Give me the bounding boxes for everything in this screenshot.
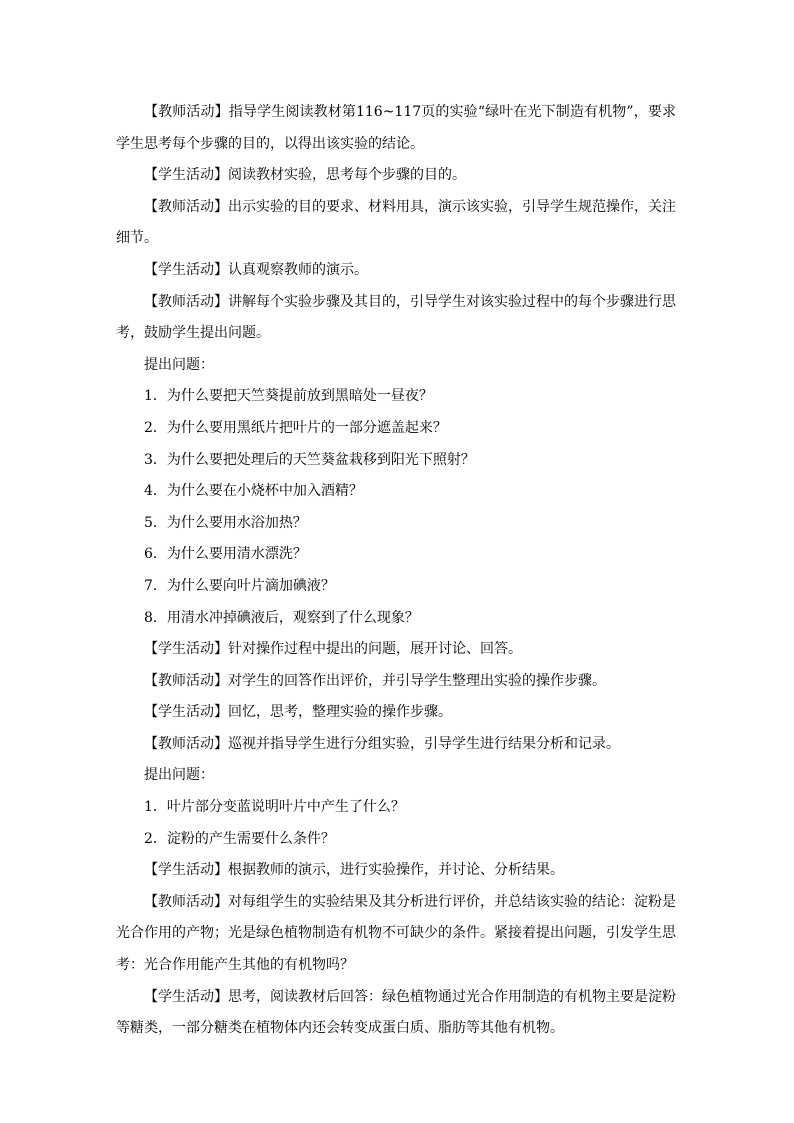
- paragraph-teacher-activity-6: 【教师活动】对每组学生的实验结果及其分析进行评价，并总结该实验的结论：淀粉是光合作用的产物；光是绿色植物制造有机物不可缺少的条件。紧接着提出问题，引发学生思考：光合作用能产生其他的有机物吗？: [116, 893, 676, 974]
- question-item-10: 2．淀粉的产生需要什么条件？: [144, 830, 335, 847]
- paragraph-teacher-activity-4: 【教师活动】对学生的回答作出评价，并引导学生整理出实验的操作步骤。: [144, 672, 606, 689]
- paragraph-student-activity-5: 【学生活动】根据教师的演示，进行实验操作，并讨论、分析结果。: [144, 862, 564, 879]
- question-item-5: 5．为什么要用水浴加热？: [144, 514, 307, 531]
- paragraph-teacher-activity-1: 【教师活动】指导学生阅读教材第116~117页的实验“绿叶在光下制造有机物”，要求学生思考每个步骤的目的，以得出该实验的结论。: [116, 104, 676, 152]
- paragraph-student-activity-3: 【学生活动】针对操作过程中提出的问题，展开讨论、回答。: [144, 641, 522, 658]
- paragraph-teacher-activity-3: 【教师活动】讲解每个实验步骤及其目的，引导学生对该实验过程中的每个步骤进行思考，鼓励学生提出问题。: [116, 293, 676, 342]
- question-item-9: 1．叶片部分变蓝说明叶片中产生了什么？: [144, 799, 405, 816]
- question-item-6: 6．为什么要用清水漂洗？: [144, 546, 307, 563]
- question-item-8: 8．用清水冲掉碘液后，观察到了什么现象？: [144, 609, 419, 626]
- question-item-3: 3．为什么要把处理后的天竺葵盆栽移到阳光下照射？: [144, 451, 475, 468]
- paragraph-teacher-activity-2: 【教师活动】出示实验的目的要求、材料用具，演示该实验，引导学生规范操作，关注细节。: [116, 198, 676, 247]
- paragraph-questions-heading-1: 提出问题：: [144, 356, 214, 373]
- question-item-1: 1．为什么要把天竺葵提前放到黑暗处一昼夜？: [144, 388, 433, 405]
- question-item-7: 7．为什么要向叶片滴加碘液？: [144, 577, 335, 594]
- paragraph-teacher-activity-5: 【教师活动】巡视并指导学生进行分组实验，引导学生进行结果分析和记录。: [144, 735, 620, 752]
- paragraph-questions-heading-2: 提出问题：: [144, 767, 214, 784]
- question-item-2: 2．为什么要用黑纸片把叶片的一部分遮盖起来？: [144, 419, 447, 436]
- paragraph-student-activity-2: 【学生活动】认真观察教师的演示。: [144, 261, 368, 278]
- question-item-4: 4．为什么要在小烧杯中加入酒精？: [144, 483, 363, 500]
- paragraph-student-activity-1: 【学生活动】阅读教材实验，思考每个步骤的目的。: [144, 167, 466, 184]
- paragraph-student-activity-4: 【学生活动】回忆，思考，整理实验的操作步骤。: [144, 704, 452, 721]
- document-body: [116, 97, 676, 1045]
- paragraph-student-activity-6: 【学生活动】思考，阅读教材后回答：绿色植物通过光合作用制造的有机物主要是淀粉等糖类，一部分糖类在植物体内还会转变成蛋白质、脂肪等其他有机物。: [116, 988, 676, 1037]
